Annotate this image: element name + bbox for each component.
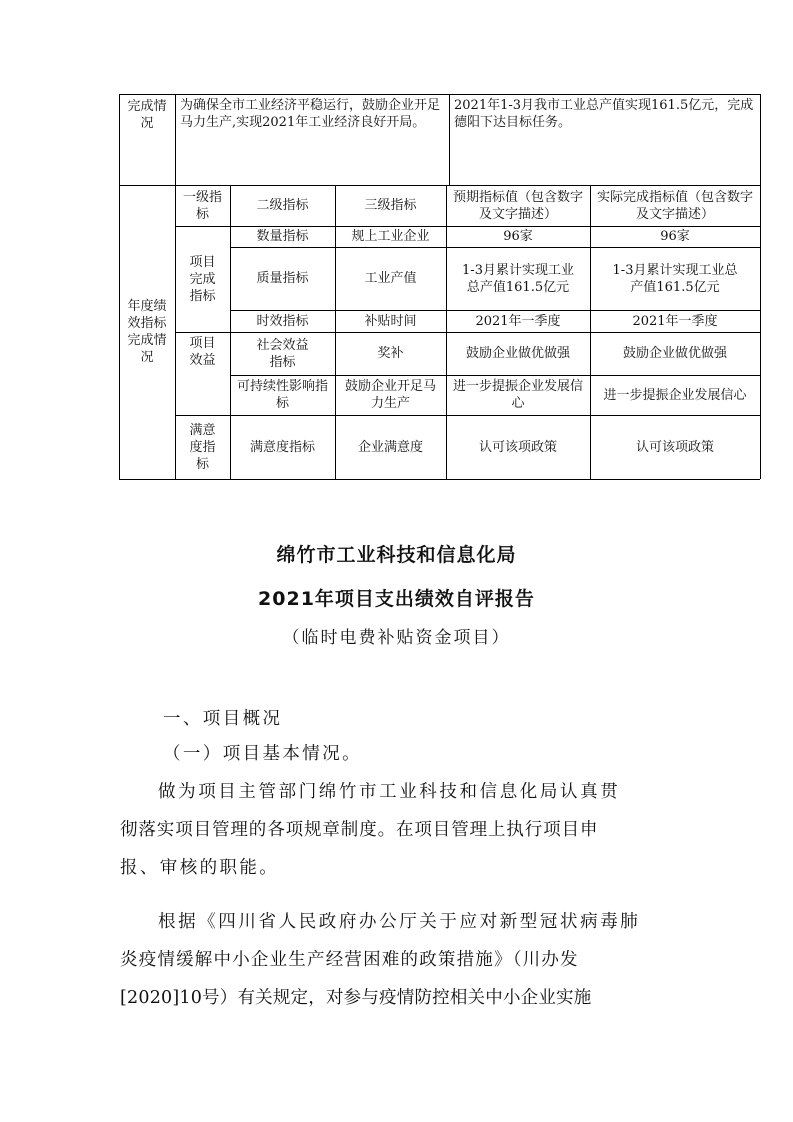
table-cell-level2: 可持续性影响指标 [236, 379, 328, 411]
group-satisfaction: 满意度指标 [189, 422, 216, 472]
report-subtitle: （临时电费补贴资金项目） [282, 628, 511, 648]
table-border-bottom [119, 479, 760, 480]
table-cell-level2: 质量指标 [256, 271, 309, 286]
performance-table [119, 94, 760, 479]
table-cell-level3: 奖补 [377, 346, 404, 361]
paragraph-line: 根据《四川省人民政府办公厅关于应对新型冠状病毒肺 [158, 912, 641, 932]
table-cell-expected: 96家 [503, 229, 533, 244]
table-cell-level3: 工业产值 [364, 271, 417, 286]
table-cell-level3: 企业满意度 [357, 439, 423, 455]
table-cell-expected: 2021年一季度 [475, 313, 561, 329]
table-cell-actual: 96家 [660, 229, 690, 244]
subsection-heading: （一）项目基本情况。 [163, 744, 362, 764]
group-project-benefit: 项目效益 [189, 336, 216, 368]
col-header-actual: 实际完成指标值（包含数字及文字描述） [596, 189, 753, 222]
completion-header: 完成情况 [127, 99, 167, 131]
group-project-completion: 项目完成指标 [189, 254, 216, 304]
completion-goal: 为确保全市工业经济平稳运行，鼓励企业开足马力生产,实现2021年工业经济良好开局。 [180, 98, 441, 130]
col-header-level1: 一级指标 [182, 189, 222, 222]
paragraph-line: [2020]10号）有关规定，对参与疫情防控相关中小企业实施 [120, 988, 592, 1008]
col-header-level2: 二级指标 [256, 198, 309, 213]
section-heading: 一、项目概况 [163, 709, 283, 729]
col-header-level3: 三级指标 [364, 198, 417, 213]
table-cell-expected: 1-3月累计实现工业总产值161.5亿元 [462, 262, 574, 295]
table-border-right [760, 94, 761, 479]
paragraph-line: 彻落实项目管理的各项规章制度。在项目管理上执行项目申 [120, 820, 599, 840]
completion-actual: 2021年1-3月我市工业总产值实现161.5亿元，完成德阳下达目标任务。 [454, 98, 754, 130]
table-cell-expected: 进一步提振企业发展信心 [452, 379, 583, 411]
annual-header: 年度绩效指标完成情况 [127, 299, 167, 365]
report-title-line2: 2021年项目支出绩效自评报告 [258, 588, 535, 610]
table-cell-level3: 补贴时间 [364, 313, 417, 329]
table-cell-actual: 认可该项政策 [635, 439, 714, 455]
table-cell-actual: 进一步提振企业发展信心 [603, 387, 747, 403]
report-title-line1: 绵竹市工业科技和信息化局 [276, 544, 517, 566]
table-cell-expected: 认可该项政策 [478, 439, 557, 455]
table-cell-actual: 鼓励企业做优做强 [622, 346, 727, 361]
paragraph-line: 报、审核的职能。 [120, 858, 280, 878]
table-cell-actual: 1-3月累计实现工业总产值161.5亿元 [612, 262, 738, 295]
table-cell-level2: 时效指标 [256, 313, 309, 329]
table-cell-actual: 2021年一季度 [632, 313, 718, 329]
paragraph-line: 炎疫情缓解中小企业生产经营困难的政策措施》（川办发 [120, 950, 579, 970]
col-header-expected: 预期指标值（包含数字及文字描述） [452, 189, 583, 222]
paragraph-line: 做为项目主管部门绵竹市工业科技和信息化局认真贯 [158, 782, 621, 802]
table-cell-level3: 规上工业企业 [351, 229, 430, 244]
table-cell-level2: 满意度指标 [249, 439, 315, 455]
table-cell-level2: 数量指标 [256, 229, 309, 244]
table-cell-level3: 鼓励企业开足马力生产 [344, 379, 436, 411]
table-cell-expected: 鼓励企业做优做强 [465, 346, 570, 361]
table-cell-level2: 社会效益指标 [256, 337, 309, 370]
